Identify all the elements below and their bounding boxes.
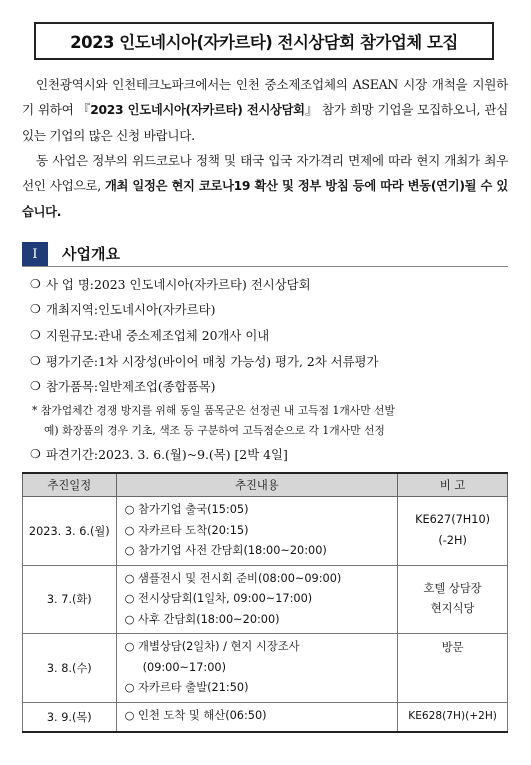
item-label: 지원규모:: [46, 327, 99, 343]
item-value: 1차 시장성(바이어 매칭 가능성) 평가, 2차 서류평가: [98, 353, 379, 369]
header-remark: 비 고: [398, 473, 508, 497]
table-header-row: [23, 473, 508, 497]
row-remark: [398, 702, 508, 732]
section-divider: [22, 266, 508, 267]
row-remark: [398, 497, 508, 566]
content-line: ○ 자카르타 출발(21:50): [124, 681, 249, 694]
item-value: 관내 중소제조업체 20개사 이내: [98, 327, 270, 343]
remark-line: KE627(7H10): [415, 513, 491, 527]
item-value: 인도네시아(자카르타): [98, 302, 216, 318]
circle-bullet-icon: ❍: [30, 302, 41, 317]
document-title-box: [34, 22, 494, 60]
item-label: 참가품목:: [46, 379, 99, 395]
intro-text: [22, 72, 508, 225]
content-line: ○ 인천 도착 및 해산(06:50): [124, 709, 267, 723]
content-line: ○ 사후 간담회(18:00~20:00): [124, 612, 280, 626]
section-title: 사업개요: [62, 245, 120, 263]
content-line: ○ 참가기업 출국(15:05): [124, 503, 249, 516]
content-line: (09:00~17:00): [142, 660, 226, 674]
row-remark: [398, 565, 508, 634]
list-item-products: [30, 373, 508, 399]
content-line: ○ 개별상담(2일차) / 현지 시장조사: [124, 640, 300, 653]
table-row: [23, 634, 508, 703]
item-label: 개최지역:: [46, 302, 99, 318]
row-date: 2023. 3. 6.(월): [23, 497, 117, 566]
item-value: 2023. 3. 6.(월)~9.(목) [2박 4일]: [98, 446, 288, 462]
intro-p1-c: 』 참가 희망 기업을 모집하오니, 관심 있는 기업의 많은 신청 바랍니다.: [22, 102, 508, 143]
content-line: ○ 참가기업 사전 간담회(18:00~20:00): [124, 544, 327, 557]
item-label: 평가기준:: [46, 353, 99, 369]
row-content: [116, 565, 398, 634]
item-value: 2023 인도네시아(자카르타) 전시상담회: [93, 276, 311, 292]
schedule-warning-bold: 개최 일정은 현지 코로나19 확산 및 정부 방침 등에 따라 변동(연기)될 수 있습니다.: [22, 179, 508, 219]
item-value: 일반제조업(종합품목): [98, 379, 216, 395]
remark-line: 현지식당: [430, 602, 475, 616]
schedule-table: [22, 472, 508, 733]
table-row: [23, 565, 508, 634]
circle-bullet-icon: ❍: [30, 446, 41, 461]
list-item-scale: [30, 322, 508, 348]
remark-line: KE628(7H)(+2H): [408, 710, 497, 723]
circle-bullet-icon: ❍: [30, 327, 41, 342]
item-label: 사 업 명:: [46, 276, 94, 292]
header-date: 추진일정: [23, 473, 117, 497]
intro-paragraph-2: [22, 148, 508, 225]
header-content: 추진내용: [116, 473, 398, 497]
item-label: 파견기간:: [46, 446, 99, 462]
circle-bullet-icon: ❍: [30, 353, 41, 368]
circle-bullet-icon: ❍: [30, 276, 41, 291]
row-content: [116, 702, 398, 732]
row-content: [116, 634, 398, 703]
table-row: [23, 497, 508, 566]
row-date: 3. 7.(화): [23, 565, 117, 634]
intro-p1-a: 인천광역시와 인천테크노파크에서는 인천 중소제조업체의 ASEAN 시장 개척을 지원하기 위하여 『: [22, 77, 508, 117]
note-line-1: * 참가업체간 경쟁 방지를 위해 동일 품목군은 선정권 내 고득점 1개사만 선발: [32, 403, 395, 417]
event-name-bold: 2023 인도네시아(자카르타) 전시상담회: [90, 103, 305, 117]
content-line: ○ 전시상담회(1일차, 09:00~17:00): [124, 592, 313, 605]
remark-line: 방문: [441, 641, 464, 654]
row-remark: [398, 634, 508, 703]
circle-bullet-icon: ❍: [30, 379, 41, 394]
remark-line: 호텔 상담장: [423, 581, 482, 595]
section-number-badge: Ⅰ: [22, 242, 48, 266]
selection-note: [30, 401, 508, 441]
section-header: [22, 240, 508, 266]
content-line: ○ 샘플전시 및 전시회 준비(08:00~09:00): [124, 571, 342, 585]
row-date: 3. 8.(수): [23, 634, 117, 703]
row-date: 3. 9.(목): [23, 702, 117, 732]
list-item-criteria: [30, 348, 508, 374]
table-row: [23, 702, 508, 732]
list-item-project-name: [30, 271, 508, 297]
remark-line: (-2H): [438, 533, 467, 547]
document-title: 2023 인도네시아(자카르타) 전시상담회 참가업체 모집: [70, 33, 458, 52]
list-item-region: [30, 297, 508, 323]
list-item-period: [30, 441, 508, 467]
intro-paragraph-1: [22, 72, 508, 148]
content-line: ○ 자카르타 도착(20:15): [124, 523, 249, 537]
row-content: [116, 497, 398, 566]
overview-list: [30, 271, 508, 467]
intro-p2-a: 동 사업은 정부의 위드코로나 정책 및 태국 입국 자가격리 면제에 따라 현지 개최가 최우선인 사업으로,: [22, 153, 508, 193]
note-line-2: 예) 화장품의 경우 기초, 색조 등 구분하여 고득점순으로 각 1개사만 선정: [44, 423, 385, 437]
